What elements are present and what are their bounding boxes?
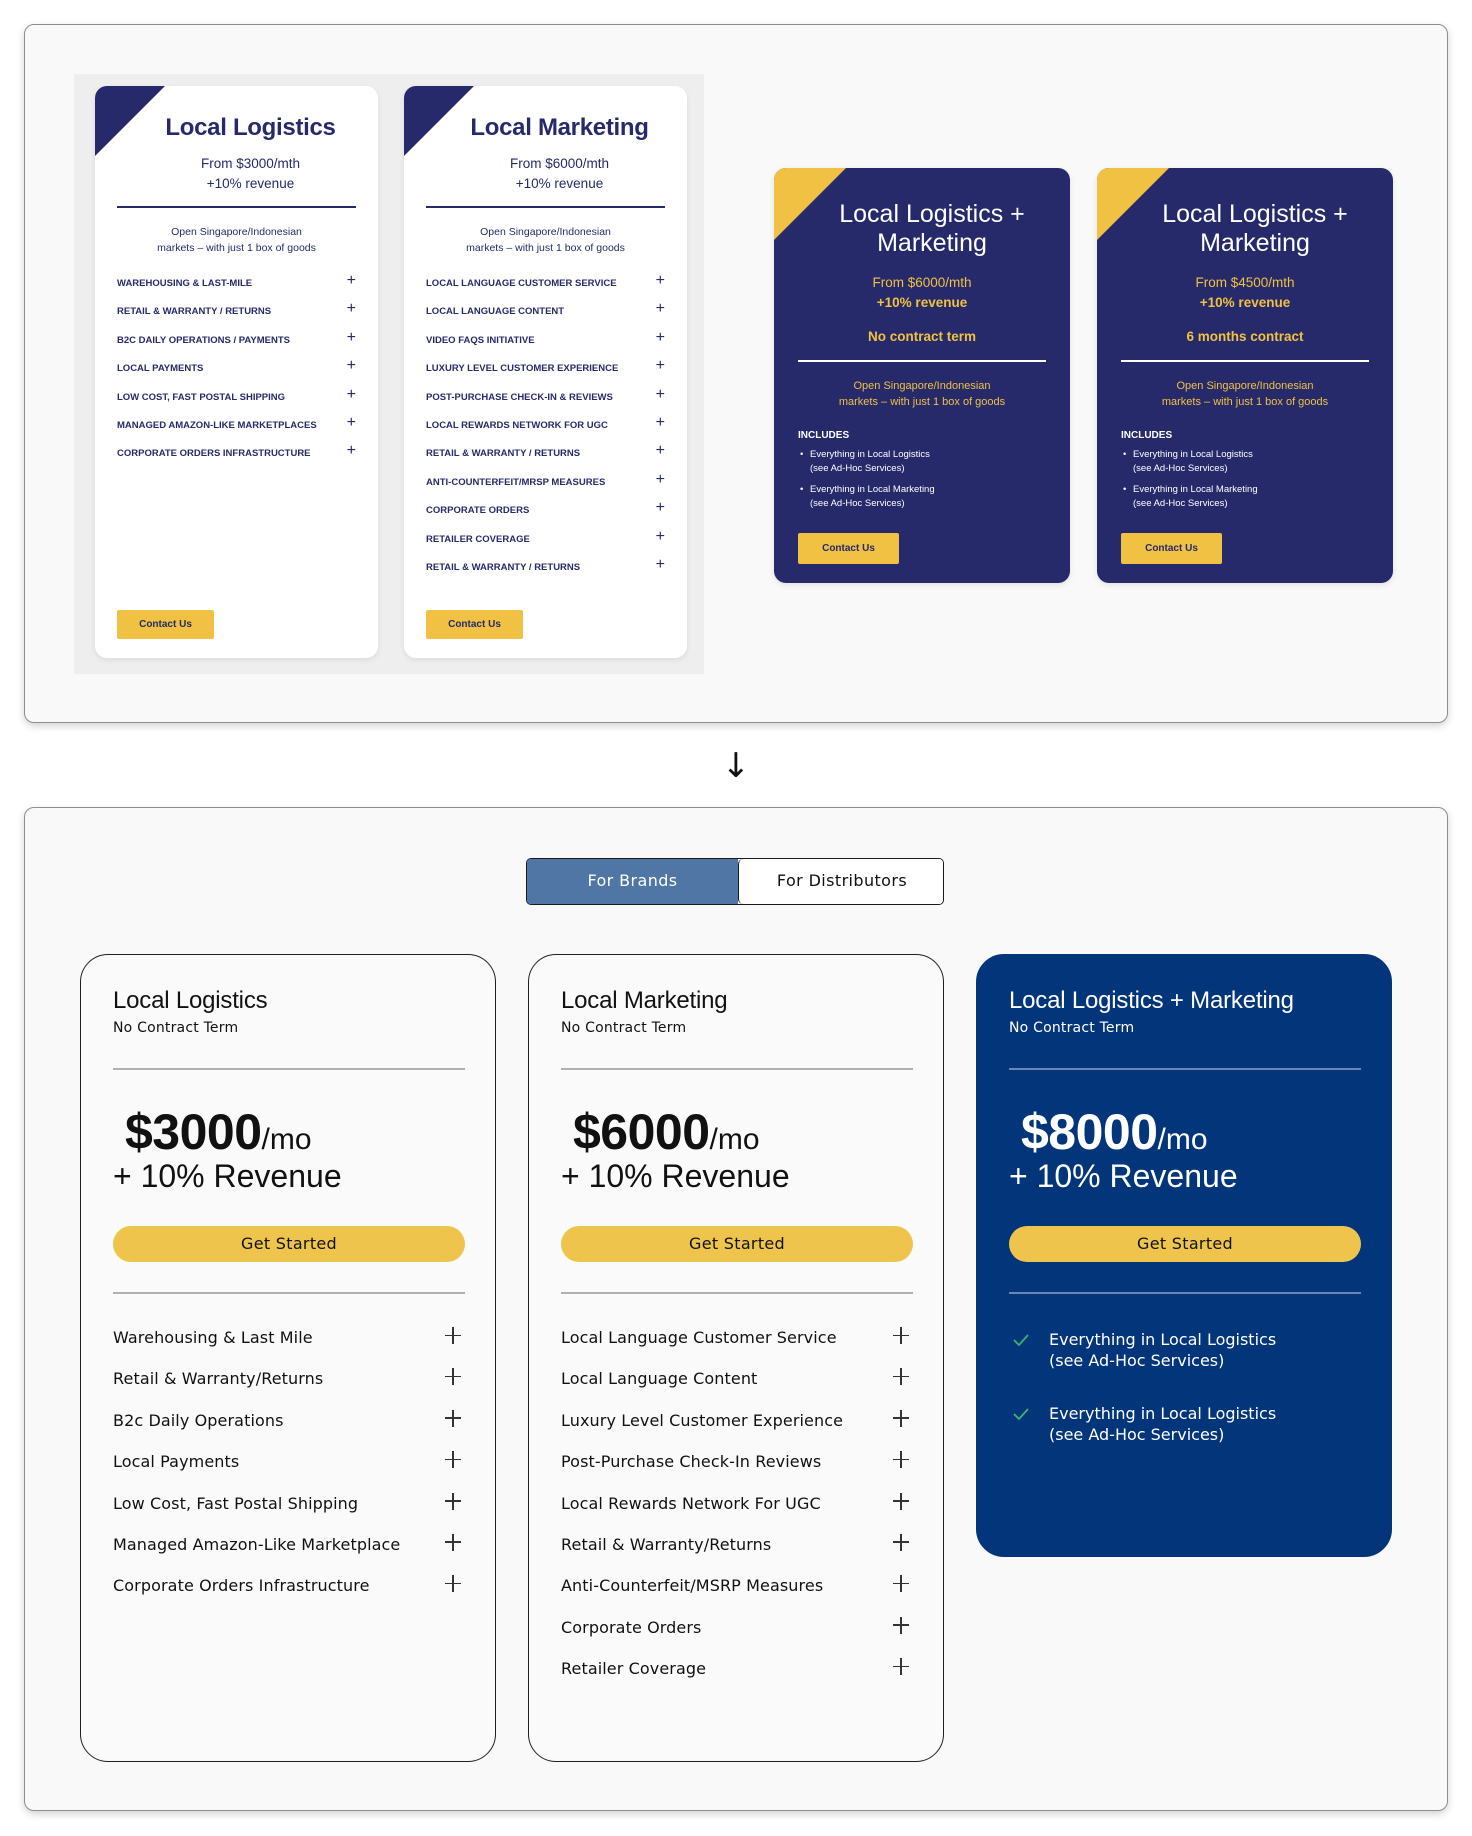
card-revenue: +10% revenue	[515, 176, 604, 191]
feature-label: POST-PURCHASE CHECK-IN & REVIEWS	[426, 391, 613, 403]
down-arrow-icon: ↓	[721, 746, 751, 786]
card-tagline	[434, 224, 657, 256]
plus-icon[interactable]: +	[655, 442, 665, 460]
feature-item[interactable]	[561, 1411, 913, 1452]
plus-icon[interactable]: +	[655, 357, 665, 375]
include-subline: (see Ad-Hoc Services)	[1049, 1351, 1225, 1370]
card-price: From $3000/mth	[200, 156, 301, 171]
contact-us-button[interactable]: Contact Us	[798, 533, 899, 564]
feature-label: Retail & Warranty/Returns	[113, 1369, 324, 1389]
feature-item[interactable]	[117, 357, 356, 390]
divider	[1121, 360, 1369, 362]
feature-item[interactable]	[561, 1328, 913, 1369]
plan-revenue-share: + 10% Revenue	[561, 1158, 790, 1194]
feature-item[interactable]	[426, 499, 665, 532]
feature-item[interactable]	[426, 385, 665, 419]
card-title: Local Logistics	[165, 114, 336, 141]
include-subline: (see Ad-Hoc Services)	[810, 463, 905, 474]
plus-icon[interactable]	[893, 1451, 909, 1467]
plus-icon[interactable]	[445, 1327, 461, 1343]
feature-label: WAREHOUSING & LAST-MILE	[117, 278, 253, 289]
plan-price	[125, 1103, 312, 1161]
plus-icon[interactable]: +	[346, 357, 356, 375]
include-item	[1133, 448, 1363, 476]
plus-icon[interactable]	[893, 1410, 909, 1426]
get-started-button[interactable]: Get Started	[113, 1226, 465, 1262]
feature-list	[113, 1328, 465, 1618]
feature-item[interactable]	[117, 442, 356, 475]
feature-label: B2c Daily Operations	[113, 1410, 284, 1430]
card-title	[794, 200, 1070, 258]
feature-label: LOCAL LANGUAGE CUSTOMER SERVICE	[426, 278, 617, 289]
divider	[113, 1292, 465, 1294]
include-subline: (see Ad-Hoc Services)	[1133, 498, 1228, 509]
feature-label: CORPORATE ORDERS	[426, 505, 530, 517]
plus-icon[interactable]: +	[346, 272, 356, 289]
tagline-line-1: Open Singapore/Indonesian	[171, 226, 302, 238]
card-title	[1117, 200, 1393, 258]
tagline-line-1: Open Singapore/Indonesian	[1176, 380, 1314, 392]
title-line-1: Local Logistics +	[839, 200, 1025, 228]
plan-revenue-share: + 10% Revenue	[1009, 1158, 1238, 1194]
feature-label: Retail & Warranty/Returns	[561, 1534, 772, 1554]
contract-term: No contract term	[867, 329, 977, 344]
plus-icon[interactable]	[445, 1493, 461, 1509]
tagline-line-2: markets – with just 1 box of goods	[157, 242, 316, 254]
tab-for-brands[interactable]: For Brands	[527, 859, 738, 904]
feature-item[interactable]	[113, 1328, 465, 1369]
plus-icon[interactable]	[893, 1368, 909, 1384]
feature-label: CORPORATE ORDERS INFRASTRUCTURE	[117, 448, 311, 460]
plus-icon[interactable]: +	[655, 272, 665, 289]
divider	[426, 206, 665, 208]
include-item	[1133, 483, 1363, 511]
plus-icon[interactable]: +	[655, 385, 665, 403]
price-period: /mo	[261, 1123, 312, 1156]
tab-for-distributors[interactable]: For Distributors	[738, 859, 944, 904]
include-subline: (see Ad-Hoc Services)	[1049, 1425, 1225, 1444]
feature-item[interactable]	[117, 413, 356, 447]
get-started-button[interactable]: Get Started	[561, 1226, 913, 1262]
plan-price	[1021, 1103, 1208, 1161]
feature-label: RETAIL & WARRANTY / RETURNS	[426, 448, 581, 460]
pricing-card-logistics-plus-marketing	[976, 954, 1392, 1557]
feature-item[interactable]	[117, 300, 356, 333]
feature-label: LOCAL REWARDS NETWORK FOR UGC	[426, 419, 608, 431]
card-tagline	[804, 378, 1040, 410]
includes-label: INCLUDES	[798, 430, 850, 441]
feature-label: Anti-Counterfeit/MSRP Measures	[561, 1576, 824, 1596]
feature-item[interactable]	[113, 1576, 465, 1617]
divider	[113, 1068, 465, 1070]
feature-label: Retailer Coverage	[561, 1659, 707, 1679]
includes-label: INCLUDES	[1121, 430, 1173, 441]
feature-label: Luxury Level Customer Experience	[561, 1410, 844, 1430]
plus-icon[interactable]	[893, 1658, 909, 1674]
feature-item[interactable]	[113, 1411, 465, 1452]
include-subline: (see Ad-Hoc Services)	[810, 498, 905, 509]
plus-icon[interactable]: +	[346, 385, 356, 403]
feature-label: Corporate Orders	[561, 1617, 702, 1637]
feature-label: Warehousing & Last Mile	[113, 1328, 313, 1347]
card-title: Local Marketing	[470, 114, 649, 141]
plan-title: Local Marketing	[561, 987, 728, 1014]
feature-item[interactable]	[117, 272, 356, 305]
includes-list	[1009, 1329, 1361, 1477]
pricing-card-local-logistics	[80, 954, 496, 1762]
feature-label: LOCAL LANGUAGE CONTENT	[426, 306, 565, 318]
feature-label: RETAILER COVERAGE	[426, 533, 530, 545]
old-pricing-card-local-marketing	[404, 86, 687, 658]
divider	[1009, 1068, 1361, 1070]
feature-item[interactable]	[426, 470, 665, 504]
divider	[117, 206, 356, 208]
feature-item[interactable]	[426, 555, 665, 589]
plus-icon[interactable]	[893, 1575, 909, 1591]
check-icon	[1013, 1407, 1029, 1421]
include-line: • Everything in Local Marketing	[1133, 484, 1258, 495]
plus-icon[interactable]	[893, 1327, 909, 1343]
card-revenue: +10% revenue	[876, 295, 968, 310]
feature-item[interactable]	[561, 1659, 913, 1700]
feature-item[interactable]	[561, 1494, 913, 1535]
plan-term: No Contract Term	[561, 1020, 687, 1036]
divider	[1009, 1292, 1361, 1294]
feature-label: VIDEO FAQS INITIATIVE	[426, 334, 535, 346]
feature-item[interactable]	[426, 328, 665, 362]
plus-icon[interactable]	[445, 1410, 461, 1426]
feature-list	[426, 272, 665, 589]
feature-item[interactable]	[113, 1369, 465, 1410]
feature-label: RETAIL & WARRANTY / RETURNS	[117, 306, 272, 318]
tagline-line-1: Open Singapore/Indonesian	[853, 380, 991, 392]
plus-icon[interactable]: +	[655, 413, 665, 431]
plus-icon[interactable]: +	[655, 300, 665, 318]
plus-icon[interactable]	[445, 1575, 461, 1591]
include-item	[1009, 1329, 1361, 1403]
plus-icon[interactable]: +	[655, 499, 665, 517]
include-line: Everything in Local Logistics	[1049, 1330, 1277, 1349]
title-line-2: Marketing	[1200, 229, 1310, 257]
feature-item[interactable]	[561, 1452, 913, 1493]
feature-label: RETAIL & WARRANTY / RETURNS	[426, 561, 581, 573]
feature-label: Local Language Customer Service	[561, 1328, 837, 1347]
plus-icon[interactable]	[893, 1493, 909, 1509]
price-amount: $6000	[573, 1104, 710, 1160]
plus-icon[interactable]	[445, 1368, 461, 1384]
feature-item[interactable]	[561, 1369, 913, 1410]
plus-icon[interactable]	[445, 1534, 461, 1550]
plan-term: No Contract Term	[113, 1020, 239, 1036]
feature-label: LOW COST, FAST POSTAL SHIPPING	[117, 391, 286, 403]
feature-item[interactable]	[426, 413, 665, 447]
feature-label: LOCAL PAYMENTS	[117, 363, 204, 375]
feature-list	[117, 272, 356, 476]
feature-label: LUXURY LEVEL CUSTOMER EXPERIENCE	[426, 363, 619, 375]
feature-label: B2C DAILY OPERATIONS / PAYMENTS	[117, 334, 290, 346]
plus-icon[interactable]: +	[346, 300, 356, 318]
card-price: From $6000/mth	[872, 275, 972, 290]
get-started-button[interactable]: Get Started	[1009, 1226, 1361, 1262]
feature-item[interactable]	[426, 357, 665, 390]
audience-toggle	[526, 858, 944, 905]
feature-item[interactable]	[113, 1494, 465, 1535]
include-item	[1009, 1403, 1361, 1477]
card-revenue: +10% revenue	[206, 176, 295, 191]
card-tagline	[1127, 378, 1363, 410]
plus-icon[interactable]: +	[655, 555, 665, 573]
card-revenue: +10% revenue	[1199, 295, 1291, 310]
contact-us-button[interactable]: Contact Us	[1121, 533, 1222, 564]
feature-item[interactable]	[426, 527, 665, 561]
feature-item[interactable]	[561, 1535, 913, 1576]
include-item	[810, 483, 1040, 511]
feature-list	[561, 1328, 913, 1701]
feature-label: Local Payments	[113, 1452, 240, 1472]
tagline-line-2: markets – with just 1 box of goods	[838, 396, 1006, 408]
feature-label: MANAGED AMAZON-LIKE MARKETPLACES	[117, 419, 317, 431]
feature-label: ANTI-COUNTERFEIT/MRSP MEASURES	[426, 476, 606, 488]
feature-item[interactable]	[426, 442, 665, 475]
tagline-line-1: Open Singapore/Indonesian	[480, 226, 611, 238]
include-line: • Everything in Local Logistics	[810, 449, 930, 460]
feature-item[interactable]	[113, 1452, 465, 1493]
price-amount: $8000	[1021, 1104, 1158, 1160]
title-line-2: Marketing	[877, 229, 987, 257]
plan-term: No Contract Term	[1009, 1020, 1135, 1036]
tagline-line-2: markets – with just 1 box of goods	[1161, 396, 1329, 408]
feature-item[interactable]	[113, 1535, 465, 1576]
card-price: From $6000/mth	[509, 156, 610, 171]
divider	[798, 360, 1046, 362]
feature-label: Local Rewards Network For UGC	[561, 1493, 821, 1513]
include-line: Everything in Local Logistics	[1049, 1404, 1277, 1423]
divider	[561, 1068, 913, 1070]
plus-icon[interactable]: +	[655, 527, 665, 545]
plan-title: Local Logistics + Marketing	[1009, 987, 1294, 1014]
plan-title: Local Logistics	[113, 987, 268, 1014]
feature-item[interactable]	[426, 272, 665, 305]
plan-price	[573, 1103, 760, 1161]
feature-item[interactable]	[561, 1618, 913, 1659]
plus-icon[interactable]: +	[655, 470, 665, 488]
feature-label: Post-Purchase Check-In Reviews	[561, 1452, 822, 1472]
feature-label: Local Language Content	[561, 1369, 758, 1389]
price-period: /mo	[709, 1123, 760, 1156]
plus-icon[interactable]	[893, 1617, 909, 1633]
plus-icon[interactable]	[445, 1451, 461, 1467]
plus-icon[interactable]: +	[346, 442, 356, 460]
feature-item[interactable]	[561, 1576, 913, 1617]
plus-icon[interactable]: +	[346, 328, 356, 346]
card-tagline	[125, 224, 348, 256]
old-pricing-card-local-logistics	[95, 86, 378, 658]
check-icon	[1013, 1333, 1029, 1347]
plus-icon[interactable]: +	[655, 328, 665, 346]
price-period: /mo	[1157, 1123, 1208, 1156]
include-subline: (see Ad-Hoc Services)	[1133, 463, 1228, 474]
old-pricing-card-combo-no-contract	[774, 168, 1070, 583]
feature-item[interactable]	[426, 300, 665, 333]
contact-us-button[interactable]: Contact Us	[426, 610, 523, 639]
pricing-card-local-marketing	[528, 954, 944, 1762]
plus-icon[interactable]	[893, 1534, 909, 1550]
include-item	[810, 448, 1040, 476]
tagline-line-2: markets – with just 1 box of goods	[466, 242, 625, 254]
plan-revenue-share: + 10% Revenue	[113, 1158, 342, 1194]
contract-term: 6 months contract	[1186, 329, 1304, 344]
divider	[561, 1292, 913, 1294]
include-line: • Everything in Local Logistics	[1133, 449, 1253, 460]
include-line: • Everything in Local Marketing	[810, 484, 935, 495]
feature-item[interactable]	[117, 328, 356, 362]
feature-label: Low Cost, Fast Postal Shipping	[113, 1493, 359, 1513]
old-pricing-card-combo-6-months	[1097, 168, 1393, 583]
title-line-1: Local Logistics +	[1162, 200, 1348, 228]
card-price: From $4500/mth	[1195, 275, 1295, 290]
contact-us-button[interactable]: Contact Us	[117, 610, 214, 639]
feature-label: Managed Amazon-Like Marketplace	[113, 1534, 401, 1554]
price-amount: $3000	[125, 1104, 262, 1160]
feature-item[interactable]	[117, 385, 356, 419]
plus-icon[interactable]: +	[346, 413, 356, 431]
feature-label: Corporate Orders Infrastructure	[113, 1576, 370, 1596]
